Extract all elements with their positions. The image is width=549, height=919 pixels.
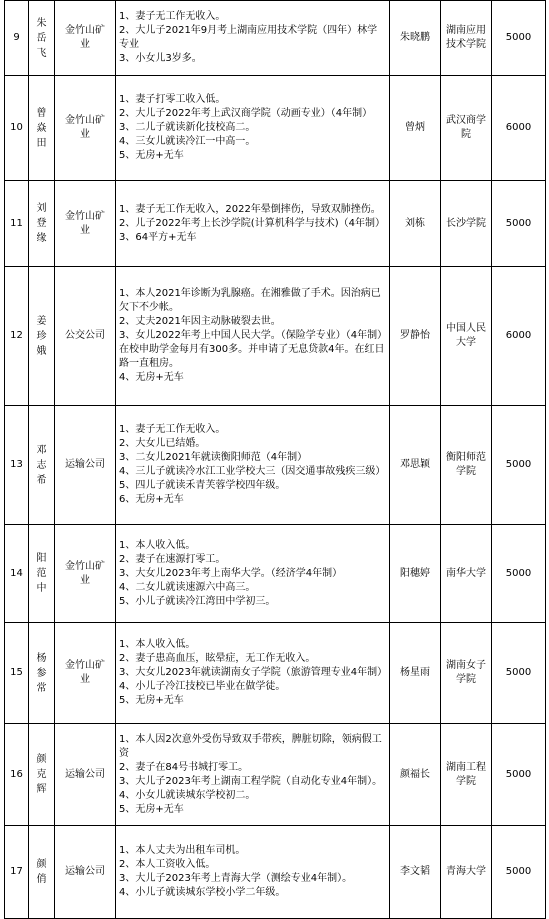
school-cell-text: 青海大学 [446,866,486,877]
work-unit-cell-text: 运输公司 [65,768,105,780]
description-line: 2、儿子2022年考上长沙学院(计算机科学与技术)（4年制） [119,217,385,229]
description-line: 1、本人2021年诊断为乳腺癌。在湘雅做了手术。因治病已欠下不少帐。 [119,288,381,313]
description-line: 4、无房+无车 [119,372,184,383]
work-unit-cell-text: 运输公司 [65,459,105,470]
student-name-cell: 罗静怡 [390,267,441,406]
aid-table [4,0,546,919]
hardship-description-cell [116,267,390,406]
student-name-cell: 曾炳 [390,76,441,181]
school-cell [441,826,492,919]
staff-name-cell [29,406,55,525]
aid-amount-cell: 5000 [492,406,546,525]
work-unit-cell-text: 运输公司 [65,866,105,877]
row-number-cell: 12 [5,267,29,406]
hardship-description-cell [116,623,390,724]
student-name-cell: 颜福长 [390,724,441,826]
work-unit-cell [55,76,116,181]
table-row [5,724,546,826]
staff-name-cell-text: 杨参常 [36,652,47,694]
row-number-cell: 14 [5,525,29,623]
description-line: 4、小女儿就读城东学校初二。 [119,789,256,801]
staff-name-cell [29,76,55,181]
description-line: 4、三儿子就读冷水江工业学校大三（因交通事故残疾三级） [119,466,386,477]
description-line: 1、妻子无工作无收入。 [119,424,226,435]
aid-amount-cell: 5000 [492,525,546,623]
table-row [5,76,546,181]
work-unit-cell-text: 金竹山矿业 [65,210,105,236]
description-line: 3、64平方+无车 [119,231,197,243]
school-cell [441,406,492,525]
hardship-description-cell [116,826,390,919]
aid-amount-cell: 5000 [492,623,546,724]
description-line: 2、妻子在84号书城打零工。 [119,761,249,773]
table-row [5,525,546,623]
row-number-cell: 13 [5,406,29,525]
description-line: 6、无房+无车 [119,494,184,505]
row-number-cell: 15 [5,623,29,724]
staff-name-cell [29,1,55,76]
student-name-cell: 刘栋 [390,181,441,267]
aid-amount-cell: 6000 [492,267,546,406]
staff-name-cell [29,525,55,623]
hardship-description-cell [116,406,390,525]
row-number-cell: 10 [5,76,29,181]
description-line: 3、大儿子2023年考上湖南工程学院（自动化专业4年制）。 [119,775,383,787]
staff-name-cell-text: 姜珍娥 [36,315,47,357]
school-cell [441,267,492,406]
hardship-description-cell [116,181,390,267]
description-line: 5、四儿子就读禾青芙蓉学校四年级。 [119,480,286,491]
aid-amount-cell: 5000 [492,724,546,826]
school-cell-text: 中国人民大学 [446,323,486,348]
work-unit-cell-text: 金竹山矿业 [65,560,105,586]
staff-name-cell [29,826,55,919]
staff-name-cell-text: 颜克辉 [36,754,47,795]
work-unit-cell [55,181,116,267]
staff-name-cell-text: 刘登缘 [36,203,47,244]
description-line: 2、大儿子2021年9月考上湖南应用技术学院（四年）林学专业 [119,25,378,50]
description-line: 1、本人因2次意外受伤导致双手带疾，脾脏切除，领病假工资 [119,733,382,759]
description-line: 1、妻子打零工收入低。 [119,94,226,105]
row-number-cell: 16 [5,724,29,826]
description-line: 3、大女儿2023年就读湖南女子学院（旅游管理专业4年制） [119,667,388,678]
work-unit-cell [55,623,116,724]
work-unit-cell [55,267,116,406]
description-line: 5、无房+无车 [119,803,184,815]
description-line: 4、三女儿就读冷江一中高一。 [119,136,256,147]
description-line: 3、女儿2022年考上中国人民大学。（保险学专业）（4年制）在校申助学金每月有300多。并申请了无息贷款4年。在红日路一直租房。 [119,330,385,369]
work-unit-cell-text: 金竹山矿业 [65,660,105,685]
staff-name-cell [29,623,55,724]
staff-name-cell-text: 朱岳飞 [36,17,47,59]
school-cell [441,724,492,826]
staff-name-cell [29,267,55,406]
student-name-cell: 李文韬 [390,826,441,919]
description-line: 4、小儿子冷江技校已毕业在做学徒。 [119,681,286,692]
work-unit-cell [55,826,116,919]
school-cell [441,525,492,623]
description-line: 1、本人丈夫为出租车司机。 [119,845,246,856]
aid-amount-cell: 5000 [492,1,546,76]
description-line: 2、妻子患高血压，眩晕症，无工作无收入。 [119,653,316,664]
row-number-cell: 11 [5,181,29,267]
student-name-cell: 阳穗婷 [390,525,441,623]
description-line: 3、小女儿3岁多。 [119,53,202,64]
description-line: 3、大儿子2023年考上青海大学（测绘专业4年制）。 [119,873,353,884]
aid-amount-cell: 6000 [492,76,546,181]
staff-name-cell-text: 颜俏 [36,859,47,885]
table-row [5,1,546,76]
description-line: 2、丈夫2021年因主动脉破裂去世。 [119,316,281,327]
description-line: 5、小儿子就读冷江湾田中学初三。 [119,595,276,607]
staff-name-cell-text: 邓志希 [36,444,47,486]
staff-name-cell [29,724,55,826]
staff-name-cell-text: 阳范中 [36,553,47,594]
description-line: 2、妻子在速源打零工。 [119,553,226,565]
school-cell [441,1,492,76]
description-line: 1、妻子无工作无收入。 [119,11,226,22]
school-cell-text: 湖南工程学院 [446,761,486,787]
description-line: 5、无房+无车 [119,150,184,161]
school-cell-text: 湖南女子学院 [446,660,486,685]
student-name-cell: 朱晓鹏 [390,1,441,76]
hardship-description-cell [116,76,390,181]
description-line: 2、大女儿已结婚。 [119,438,206,449]
student-name-cell: 邓思颖 [390,406,441,525]
work-unit-cell [55,1,116,76]
work-unit-cell-text: 金竹山矿业 [65,25,105,50]
aid-amount-cell: 5000 [492,826,546,919]
description-line: 4、小儿子就读城东学校小学二年级。 [119,887,286,898]
table-row [5,826,546,919]
description-line: 1、本人收入低。 [119,539,196,551]
school-cell [441,623,492,724]
description-line: 3、二儿子就读新化技校高二。 [119,122,256,133]
hardship-description-cell [116,525,390,623]
school-cell-text: 武汉商学院 [446,115,486,140]
school-cell-text: 南华大学 [446,567,486,579]
table-row [5,406,546,525]
table-body [5,1,546,919]
work-unit-cell [55,724,116,826]
table-row [5,181,546,267]
staff-name-cell-text: 曾焱田 [36,107,47,149]
description-line: 2、本人工资收入低。 [119,859,216,870]
hardship-description-cell [116,724,390,826]
work-unit-cell [55,406,116,525]
school-cell-text: 湖南应用技术学院 [446,25,486,50]
description-line: 3、大女儿2023年考上南华大学。（经济学4年制） [119,567,343,579]
aid-amount-cell: 5000 [492,181,546,267]
row-number-cell: 17 [5,826,29,919]
school-cell-text: 长沙学院 [446,217,486,229]
work-unit-cell [55,525,116,623]
description-line: 2、大儿子2022年考上武汉商学院（动画专业）（4年制） [119,108,373,119]
hardship-description-cell [116,1,390,76]
school-cell [441,76,492,181]
description-line: 4、二女儿就读速源六中高三。 [119,581,256,593]
description-line: 5、无房+无车 [119,695,184,706]
school-cell [441,181,492,267]
work-unit-cell-text: 公交公司 [65,330,105,341]
work-unit-cell-text: 金竹山矿业 [65,115,105,140]
description-line: 1、妻子无工作无收入，2022年晕倒摔伤，导致双肺挫伤。 [119,203,381,215]
row-number-cell: 9 [5,1,29,76]
student-name-cell: 杨星雨 [390,623,441,724]
staff-name-cell [29,181,55,267]
description-line: 3、二女儿2021年就读衡阳师范（4年制） [119,452,308,463]
table-row [5,267,546,406]
table-row [5,623,546,724]
school-cell-text: 衡阳师范学院 [446,452,486,477]
description-line: 1、本人收入低。 [119,639,196,650]
